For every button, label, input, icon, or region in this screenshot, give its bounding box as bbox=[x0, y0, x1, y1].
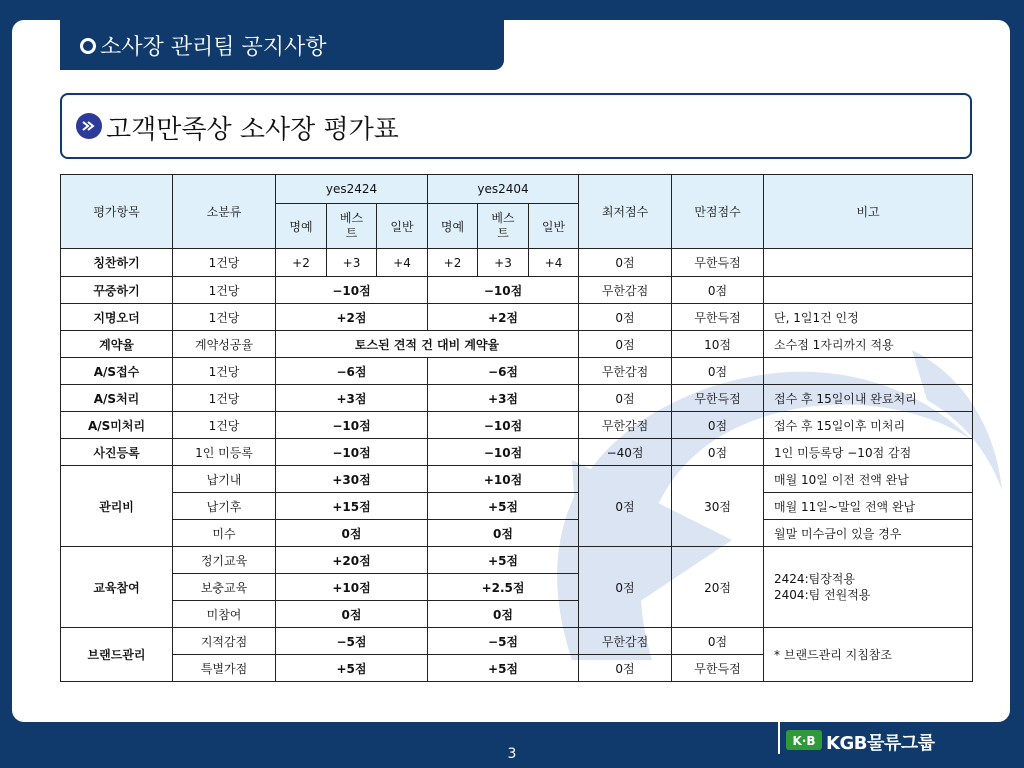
row-sub: 지적감점 bbox=[173, 628, 276, 655]
cell: 무한득점 bbox=[672, 304, 764, 331]
row-sub: 납기후 bbox=[173, 493, 276, 520]
cell: −10점 bbox=[428, 277, 579, 304]
row-sub: 1건당 bbox=[173, 412, 276, 439]
cell: 0점 bbox=[579, 249, 672, 277]
row-note: 1인 미등록당 −10점 감점 bbox=[764, 439, 973, 466]
cell: −40점 bbox=[579, 439, 672, 466]
row-item: A/S접수 bbox=[61, 358, 173, 385]
cell: +15점 bbox=[276, 493, 428, 520]
svg-text:K·B: K·B bbox=[792, 734, 816, 748]
row-sub: 계약성공율 bbox=[173, 331, 276, 358]
cell: +2점 bbox=[276, 304, 428, 331]
table-row bbox=[61, 385, 973, 412]
row-note bbox=[764, 547, 973, 628]
cell: −10점 bbox=[428, 412, 579, 439]
cell: 0점 bbox=[672, 277, 764, 304]
row-sub: 납기내 bbox=[173, 466, 276, 493]
cell: +2.5점 bbox=[428, 574, 579, 601]
col-general: 일반 bbox=[377, 204, 428, 249]
row-sub: 1건당 bbox=[173, 358, 276, 385]
cell: +5점 bbox=[428, 493, 579, 520]
row-note bbox=[764, 277, 973, 304]
col-subcategory: 소분류 bbox=[173, 175, 276, 249]
row-item: 지명오더 bbox=[61, 304, 173, 331]
row-item: 꾸중하기 bbox=[61, 277, 173, 304]
cell: +3점 bbox=[276, 385, 428, 412]
row-sub: 미참여 bbox=[173, 601, 276, 628]
col-honor: 명예 bbox=[276, 204, 327, 249]
row-note: 단, 1일1건 인정 bbox=[764, 304, 973, 331]
col-group-yes2404: yes2404 bbox=[428, 175, 579, 204]
row-note: * 브랜드관리 지침참조 bbox=[764, 628, 973, 682]
cell: +3 bbox=[478, 249, 529, 277]
cell: −10점 bbox=[276, 412, 428, 439]
cell: −10점 bbox=[428, 439, 579, 466]
note-line: 2404:팀 전원적용 bbox=[774, 588, 871, 602]
row-note: 접수 후 15일이내 완료처리 bbox=[764, 385, 973, 412]
cell: 20점 bbox=[672, 547, 764, 628]
page-title: 소사장 관리팀 공지사항 bbox=[100, 35, 327, 60]
table-row bbox=[61, 277, 973, 304]
row-sub: 1건당 bbox=[173, 249, 276, 277]
row-sub: 1인 미등록 bbox=[173, 439, 276, 466]
note-line: 2424:팀장적용 bbox=[774, 572, 855, 586]
cell: +10점 bbox=[428, 466, 579, 493]
subtitle-box bbox=[60, 93, 972, 159]
table-row bbox=[61, 493, 973, 520]
table-row bbox=[61, 249, 973, 277]
row-item: 계약율 bbox=[61, 331, 173, 358]
col-item: 평가항목 bbox=[61, 175, 173, 249]
table-row bbox=[61, 304, 973, 331]
arrow-bullet-icon bbox=[76, 113, 102, 139]
cell: +2 bbox=[428, 249, 478, 277]
col-group-yes2424: yes2424 bbox=[276, 175, 428, 204]
cell: 0점 bbox=[672, 412, 764, 439]
cell: 0점 bbox=[579, 331, 672, 358]
row-sub: 1건당 bbox=[173, 304, 276, 331]
cell: −10점 bbox=[276, 277, 428, 304]
row-item: 브랜드관리 bbox=[61, 628, 173, 682]
cell: +3점 bbox=[428, 385, 579, 412]
cell: 무한감점 bbox=[579, 277, 672, 304]
cell: 0점 bbox=[579, 304, 672, 331]
cell: +30점 bbox=[276, 466, 428, 493]
row-note: 소수점 1자리까지 적용 bbox=[764, 331, 973, 358]
cell: 10점 bbox=[672, 331, 764, 358]
circle-bullet-icon bbox=[80, 38, 96, 54]
header-tab bbox=[60, 20, 504, 70]
table-row bbox=[61, 439, 973, 466]
cell: +10점 bbox=[276, 574, 428, 601]
row-sub: 1건당 bbox=[173, 385, 276, 412]
section-title: 고객만족상 소사장 평가표 bbox=[106, 115, 399, 145]
table-row bbox=[61, 466, 973, 493]
col-best: 베스트 bbox=[478, 204, 529, 249]
cell: +2 bbox=[276, 249, 327, 277]
cell: −6점 bbox=[276, 358, 428, 385]
table-row bbox=[61, 331, 973, 358]
row-note: 접수 후 15일이후 미처리 bbox=[764, 412, 973, 439]
page-number: 3 bbox=[507, 746, 517, 762]
cell: 0점 bbox=[579, 466, 672, 547]
cell: 무한득점 bbox=[672, 655, 764, 682]
cell: 0점 bbox=[672, 439, 764, 466]
col-general: 일반 bbox=[529, 204, 579, 249]
row-sub: 보충교육 bbox=[173, 574, 276, 601]
col-best: 베스트 bbox=[327, 204, 377, 249]
table-row bbox=[61, 412, 973, 439]
cell: 0점 bbox=[276, 601, 428, 628]
row-item: A/S처리 bbox=[61, 385, 173, 412]
cell: +5점 bbox=[276, 655, 428, 682]
row-note bbox=[764, 358, 973, 385]
cell: 30점 bbox=[672, 466, 764, 547]
table-row bbox=[61, 628, 973, 655]
evaluation-table bbox=[60, 174, 973, 682]
logo-text: KGB물류그룹 bbox=[826, 733, 935, 754]
row-note: 월말 미수금이 있을 경우 bbox=[764, 520, 973, 547]
cell: −5점 bbox=[428, 628, 579, 655]
col-honor: 명예 bbox=[428, 204, 478, 249]
row-note: 매월 10일 이전 전액 완납 bbox=[764, 466, 973, 493]
table-row bbox=[61, 520, 973, 547]
row-item: 교육참여 bbox=[61, 547, 173, 628]
col-note: 비고 bbox=[764, 175, 973, 249]
row-item: 사진등록 bbox=[61, 439, 173, 466]
table-row bbox=[61, 358, 973, 385]
cell: +5점 bbox=[428, 655, 579, 682]
table-row bbox=[61, 547, 973, 574]
cell: +5점 bbox=[428, 547, 579, 574]
cell: −6점 bbox=[428, 358, 579, 385]
row-sub: 1건당 bbox=[173, 277, 276, 304]
cell: 0점 bbox=[672, 358, 764, 385]
cell: 무한감점 bbox=[579, 358, 672, 385]
cell: +4 bbox=[529, 249, 579, 277]
cell: +4 bbox=[377, 249, 428, 277]
row-sub: 특별가점 bbox=[173, 655, 276, 682]
cell: 0점 bbox=[579, 547, 672, 628]
cell: +3 bbox=[327, 249, 377, 277]
cell: +2점 bbox=[428, 304, 579, 331]
row-note: 매월 11일~말일 전액 완납 bbox=[764, 493, 973, 520]
cell: 0점 bbox=[276, 520, 428, 547]
col-max-score: 만점점수 bbox=[672, 175, 764, 249]
col-min-score: 최저점수 bbox=[579, 175, 672, 249]
cell: 0점 bbox=[428, 601, 579, 628]
cell: 0점 bbox=[579, 655, 672, 682]
row-sub: 정기교육 bbox=[173, 547, 276, 574]
row-item: A/S미처리 bbox=[61, 412, 173, 439]
row-sub: 미수 bbox=[173, 520, 276, 547]
cell: −5점 bbox=[276, 628, 428, 655]
cell: 토스된 견적 건 대비 계약율 bbox=[276, 331, 579, 358]
cell: 무한득점 bbox=[672, 249, 764, 277]
row-item: 관리비 bbox=[61, 466, 173, 547]
cell: +20점 bbox=[276, 547, 428, 574]
cell: 무한득점 bbox=[672, 385, 764, 412]
cell: −10점 bbox=[276, 439, 428, 466]
cell: 0점 bbox=[428, 520, 579, 547]
cell: 0점 bbox=[579, 385, 672, 412]
cell: 무한감점 bbox=[579, 412, 672, 439]
cell: 무한감점 bbox=[579, 628, 672, 655]
cell: 0점 bbox=[672, 628, 764, 655]
row-item: 칭찬하기 bbox=[61, 249, 173, 277]
row-note bbox=[764, 249, 973, 277]
header-row bbox=[61, 175, 973, 204]
